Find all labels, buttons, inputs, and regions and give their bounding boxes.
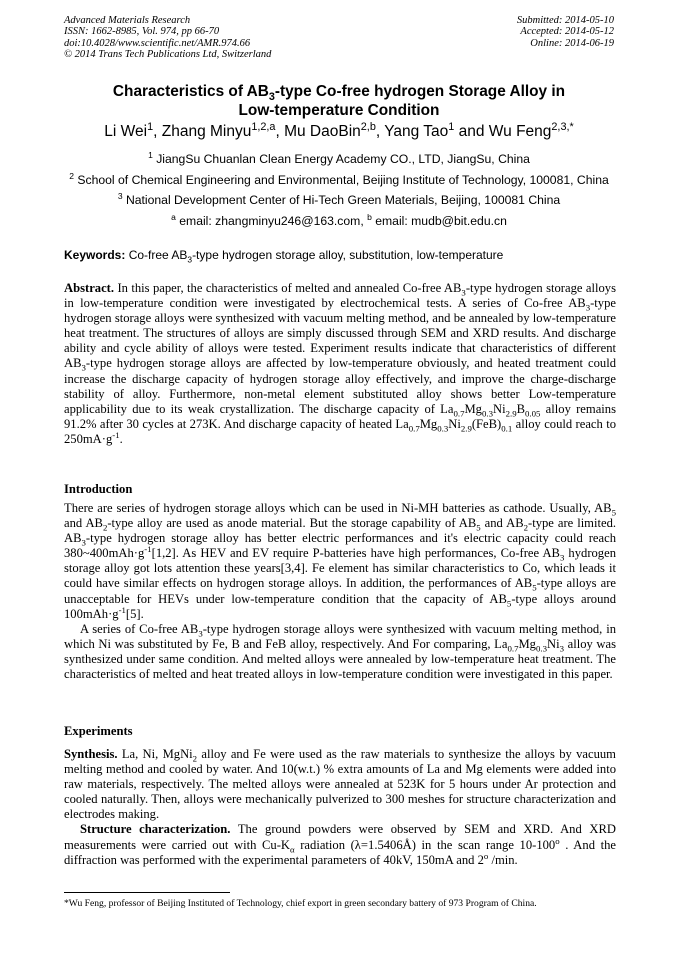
journal-header [64, 15, 271, 61]
author-name: Zhang Minyu [161, 123, 252, 140]
affiliation: $^3$ National Development Center of Hi-Tech Green Materials, Beijing, 100081 China [117, 191, 561, 208]
copyright-line: © 2014 Trans Tech Publications Ltd, Switzerland [64, 49, 272, 61]
email-line: $^a$ email: zhangminyu246@163.com, $^b$ email: mudb@bit.edu.cn [171, 211, 507, 228]
accepted-date: Accepted: 2014-05-12 [520, 26, 614, 38]
keywords-label: Keywords: [64, 248, 126, 262]
author-name: Li Wei [104, 123, 148, 140]
author-name: Mu DaoBin [284, 123, 361, 140]
author-name: Yang Tao [384, 123, 449, 140]
affiliations [40, 149, 638, 231]
author-name: Wu Feng [488, 123, 552, 140]
abstract-label: Abstract. [64, 281, 115, 295]
structure-label: Structure characterization. [80, 822, 231, 837]
submitted-date: Submitted: 2014-05-10 [516, 15, 614, 26]
keywords: Keywords: Co-free $AB_3$-type hydrogen storage alloy, substitution, low-temperature [64, 248, 504, 265]
affiliation: $^1$ JiangSu Chuanlan Clean Energy Academy CO., LTD, JiangSu, China [148, 149, 530, 166]
footnote: *Wu Feng, professor of Beijing Instituted of Technology, chief export in green secondary battery of 973 Program of China. [64, 898, 537, 909]
introduction-heading: Introduction [64, 482, 133, 496]
dates-header [517, 15, 614, 49]
footnote-rule [64, 892, 230, 893]
issn-line: ISSN: 1662-8985, Vol. 974, pp 66-70 [64, 26, 220, 38]
introduction-section [64, 501, 616, 682]
intro-paragraph: There are series of hydrogen storage alloys which can be used in Ni-MH batteries as cathode. Usually, $AB_5$ and $AB_2$-type alloy are used as anode material. But the storage capability of $AB_5$ and $AB_2$-type are limited. $AB_3$-type hydrogen storage alloy has better electric performances and it's electric capacity could reach $380\sim 400mAh\cdot g^{-1}[1,2]$. As HEV and EV require P-batteries have high performances, Co-free $AB_3$ hydrogen storage alloy got lots attention these years[3,4]. Fe element has similar characteristics to Co, which leads it could have similar effects on hydrogen storage alloys. In addition, the performances of $AB_5$-type alloys are unacceptable for HEVs under low-temperature condition that the capacity of $AB_5$-type alloys around $100mAh\cdot g^{-1}[5]$. [64, 501, 617, 621]
author-list: Li Wei$^1$, Zhang Minyu$^{1,2,a}$, Mu DaoBin$^{2,b}$, Yang Tao$^1$ and Wu Feng$^{2,3,*}$ [104, 120, 574, 140]
experiments-heading: Experiments [64, 724, 133, 738]
intro-paragraph: A series of Co-free $AB_3$-type hydrogen storage alloys were synthesized with vacuum melting method, in which Ni was substituted by Fe, B and FeB alloy, respectively. And For comparing, $La_{0.7}Mg_{0.3}Ni_3$ alloy was synthesized under same condition. And melted alloys were annealed by low-temperature heat treatment. The characteristics of melted and heat treated alloys in low-temperature condition were investigated in this paper. [64, 621, 616, 682]
experiments-section [64, 747, 616, 868]
paper-title: Characteristics of $AB_3$-type Co-free hydrogen Storage Alloy in Low-temperature Condition [112, 83, 566, 119]
online-date: Online: 2014-06-19 [530, 37, 614, 49]
synthesis-paragraph: Synthesis. La, Ni, MgNi$_2$ alloy and Fe were used as the raw materials to synthesize the alloys by vacuum melting method and cooled by water. And 10(w.t.) % extra amounts of La and Mg elements were added into raw materials, respectively. The melted alloys were annealed at 523K for 5 hours under Ar protection and cooled naturally. Then, alloys were mechanically pulverized to 300 meshes for structure characterization and electrodes making. [64, 747, 616, 822]
doi-line: doi:10.4028/www.scientific.net/AMR.974.66 [64, 37, 251, 49]
synthesis-label: Synthesis. [64, 747, 118, 761]
journal-name: Advanced Materials Research [64, 15, 191, 26]
affiliation: $^2$ School of Chemical Engineering and Environmental, Beijing Institute of Technology, 100081, China [69, 170, 609, 187]
structure-paragraph: Structure characterization. The ground powders were observed by SEM and XRD. And XRD measurements were carried out with $Cu-K_\alpha$ radiation (λ=1.5406Å) in the scan range 10-100$^o$ . And the diffraction was performed with the experimental parameters of 40kV, 150mA and 2$^o$ /min. [64, 822, 616, 867]
abstract: Abstract. In this paper, the characteristics of melted and annealed Co-free $AB_3$-type hydrogen storage alloys in low-temperature condition were investigated by electrochemical tests. A series of Co-free $AB_3$-type hydrogen storage alloys were synthesized with vacuum melting method, and be annealed by low-temperature heat treatment. The structures of alloys are simply discussed through SEM and XRD results. And discharge ability and cycle ability of alloys were tested. Experiment results indicate that characteristics of different $AB_3$-type hydrogen storage alloys are affected by low-temperature obviously, and heated treatment could increase the discharge capacity of hydrogen storage alloy effectively, and improve the charge-discharge stability of alloy. Furthermore, non-metal element substituted alloy shows better Low-temperature applicability due to its weak crystallization. The discharge capacity of $La_{0.7}Mg_{0.3}Ni_{2.9}B_{0.05}$ alloy remains 91.2% after 30 cycles at 273K. And discharge capacity of heated $La_{0.7}Mg_{0.3}Ni_{2.9}(FeB)_{0.1}$ alloy could reach to $250mA\cdot g^{-1}$. [64, 281, 616, 446]
